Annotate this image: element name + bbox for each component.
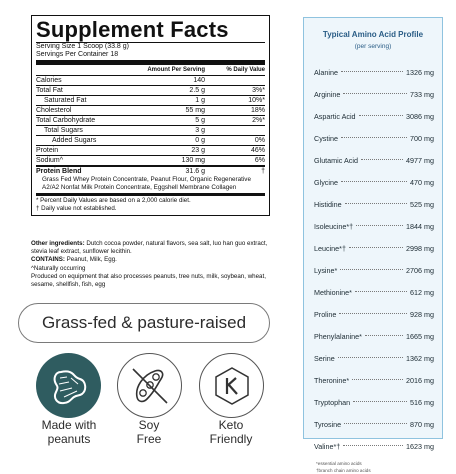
grass-fed-label: Grass-fed & pasture-raised [41, 313, 247, 332]
amino-row [304, 172, 442, 194]
grass-fed-pill [18, 303, 270, 343]
nutrient-dv [205, 126, 265, 135]
amino-name: Methionine* [314, 288, 352, 297]
facts-row [36, 156, 265, 165]
nutrient-name: Total Sugars [44, 127, 83, 134]
nutrient-name: Calories [36, 77, 62, 84]
amino-row [304, 348, 442, 370]
amino-value: 733 mg [410, 90, 434, 99]
amino-value: 4977 mg [406, 156, 434, 165]
amino-note-essential: *essential amino acids [316, 461, 362, 466]
peanut-icon [47, 364, 91, 408]
badge-label-line: Soy [138, 418, 160, 432]
peanut-badge [36, 353, 101, 418]
nutrient-amount: 3 g [195, 127, 205, 134]
amino-value: 2706 mg [406, 266, 434, 275]
blend-name: Protein Blend [36, 168, 82, 175]
amino-value: 1326 mg [406, 68, 434, 77]
ingredients-text: Dutch cocoa powder, natural flavors, sea salt, luo han guo extract, stevia leaf extract, sunflower lecithin. [31, 240, 268, 256]
amino-name: Glutamic Acid [314, 156, 358, 165]
amino-value: 470 mg [410, 178, 434, 187]
amino-row [304, 84, 442, 106]
facts-row [36, 146, 265, 155]
dot-leader [341, 137, 407, 138]
amino-value: 1665 mg [406, 332, 434, 341]
nutrient-dv: 10%* [248, 97, 265, 104]
amino-notes [304, 460, 442, 474]
nutrient-amount: 140 [193, 77, 205, 84]
amino-name: Aspartic Acid [314, 112, 356, 121]
amino-row [304, 436, 442, 458]
amino-name: Theronine* [314, 376, 350, 385]
badge-label-line: peanuts [47, 432, 91, 446]
amino-row [304, 216, 442, 238]
dot-leader [353, 401, 407, 402]
keto-icon [210, 364, 254, 408]
amino-value: 1362 mg [406, 354, 434, 363]
nutrient-name: Total Carbohydrate [36, 117, 96, 124]
facility-warning: Produced on equipment that also processes peanuts, tree nuts, milk, soybean, wheat, sesame, shellfish, fish, egg [31, 272, 266, 289]
soy-free-badge-label [104, 418, 194, 446]
amino-name: Cystine [314, 134, 338, 143]
amino-row [304, 128, 442, 150]
dot-leader [352, 379, 403, 380]
dot-leader [341, 181, 407, 182]
nutrient-name: Protein [36, 147, 59, 154]
col-amount-header: Amount Per Serving [147, 67, 205, 73]
amino-value: 525 mg [410, 200, 434, 209]
badge-label-line: Made with [41, 418, 97, 432]
nutrient-amount: 2.5 g [189, 87, 205, 94]
protein-blend-row [36, 167, 265, 176]
soy-free-badge [117, 353, 182, 418]
supplement-facts-panel [31, 15, 270, 216]
amino-row [304, 150, 442, 172]
dot-leader [349, 247, 403, 248]
nutrient-name: Added Sugars [52, 137, 97, 144]
amino-name: Leucine*† [314, 244, 346, 253]
dot-leader [345, 203, 407, 204]
amino-row [304, 282, 442, 304]
other-ingredients [31, 240, 271, 289]
blend-amount: 31.6 g [185, 168, 205, 175]
facts-header-row [36, 66, 265, 75]
ingredients-label: Other ingredients: [31, 240, 85, 247]
nutrient-name: Sodium^ [36, 157, 64, 164]
dot-leader [341, 71, 403, 72]
serving-size: Serving Size 1 Scoop (33.8 g) [36, 43, 129, 50]
amino-row [304, 414, 442, 436]
amino-name: Tryptophan [314, 398, 351, 407]
keto-badge [199, 353, 264, 418]
amino-value: 3086 mg [406, 112, 434, 121]
dot-leader [344, 423, 407, 424]
amino-row [304, 370, 442, 392]
nutrient-amount: 23 g [191, 147, 205, 154]
amino-value: 1844 mg [406, 222, 434, 231]
dot-leader [340, 269, 403, 270]
nutrient-dv: 6% [254, 157, 265, 164]
amino-name: Lysine* [314, 266, 338, 275]
nutrient-dv: 46% [250, 147, 265, 154]
amino-name: Histidine [314, 200, 342, 209]
facts-title: Supplement Facts [36, 17, 229, 42]
footnote-dv: * Percent Daily Values are based on a 2,000 calorie diet. [36, 197, 191, 204]
nutrient-name: Total Fat [36, 87, 63, 94]
facts-row [36, 96, 265, 105]
facts-row [36, 126, 265, 135]
amino-row [304, 304, 442, 326]
amino-value: 928 mg [410, 310, 434, 319]
amino-value: 2016 mg [406, 376, 434, 385]
facts-row [36, 116, 265, 125]
servings-per-container: Servings Per Container 18 [36, 51, 119, 58]
amino-row [304, 326, 442, 348]
amino-row [304, 392, 442, 414]
naturally-occurring-note: ^Naturally occurring [31, 264, 86, 272]
nutrient-name: Cholesterol [36, 107, 72, 114]
amino-title: Typical Amino Acid Profile [322, 30, 424, 39]
amino-name: Arginine [314, 90, 341, 99]
amino-name: Serine [314, 354, 335, 363]
facts-row [36, 106, 265, 115]
amino-row [304, 62, 442, 84]
dot-leader [338, 357, 403, 358]
amino-note-bcaa: †branch chain amino acids [316, 468, 371, 473]
dot-leader [339, 313, 407, 314]
dot-leader [361, 159, 403, 160]
amino-acid-panel [303, 17, 443, 473]
dot-leader [359, 115, 403, 116]
facts-row [36, 76, 265, 85]
nutrient-dv: 18% [250, 107, 265, 114]
keto-badge-label [186, 418, 276, 446]
dot-leader [355, 291, 407, 292]
amino-row [304, 238, 442, 260]
footnote-not-established: † Daily value not established. [36, 205, 117, 212]
dot-leader [356, 225, 403, 226]
nutrient-dv [205, 76, 265, 85]
amino-value: 2998 mg [406, 244, 434, 253]
peanut-badge-label [24, 418, 114, 446]
amino-name: Glycine [314, 178, 338, 187]
dot-leader [365, 335, 403, 336]
amino-value: 612 mg [410, 288, 434, 297]
contains-label: CONTAINS: [31, 256, 65, 264]
blend-dv: † [261, 168, 265, 175]
amino-value: 870 mg [410, 420, 434, 429]
amino-list [304, 62, 442, 458]
amino-row [304, 106, 442, 128]
facts-row [36, 136, 265, 145]
facts-row [36, 86, 265, 95]
nutrient-amount: 1 g [195, 97, 205, 104]
soy-free-icon [125, 361, 175, 411]
nutrient-dv: 0% [254, 137, 265, 144]
badge-label-line: Friendly [209, 432, 253, 446]
amino-name: Valine*† [314, 442, 341, 451]
amino-value: 700 mg [410, 134, 434, 143]
dot-leader [343, 93, 407, 94]
col-dv-header: % Daily Value [226, 67, 265, 73]
nutrient-amount: 0 g [195, 137, 205, 144]
dot-leader [343, 445, 403, 446]
contains-text: Peanut, Milk, Egg. [66, 256, 117, 264]
badge-label-line: Keto [218, 418, 244, 432]
nutrient-amount: 130 mg [181, 157, 205, 164]
amino-row [304, 260, 442, 282]
blend-description: Grass Fed Whey Protein Concentrate, Peanut Flour, Organic Regenerative A2/A2 Nonfat Milk Protein Concentrate, Eggshell Membrane Collagen [42, 176, 251, 191]
amino-name: Alanine [314, 68, 338, 77]
amino-row [304, 194, 442, 216]
amino-name: Proline [314, 310, 337, 319]
amino-name: Isoleucine*† [314, 222, 354, 231]
nutrient-amount: 5 g [195, 117, 205, 124]
amino-name: Tyrosine [314, 420, 342, 429]
nutrient-dv: 3%* [252, 87, 265, 94]
nutrient-name: Saturated Fat [44, 97, 87, 104]
nutrient-dv: 2%* [252, 117, 265, 124]
badge-label-line: Free [136, 432, 162, 446]
amino-value: 516 mg [410, 398, 434, 407]
amino-value: 1623 mg [406, 442, 434, 451]
nutrient-amount: 55 mg [185, 107, 205, 114]
amino-name: Phenylalanine* [314, 332, 362, 341]
amino-subtitle: (per serving) [354, 43, 392, 50]
